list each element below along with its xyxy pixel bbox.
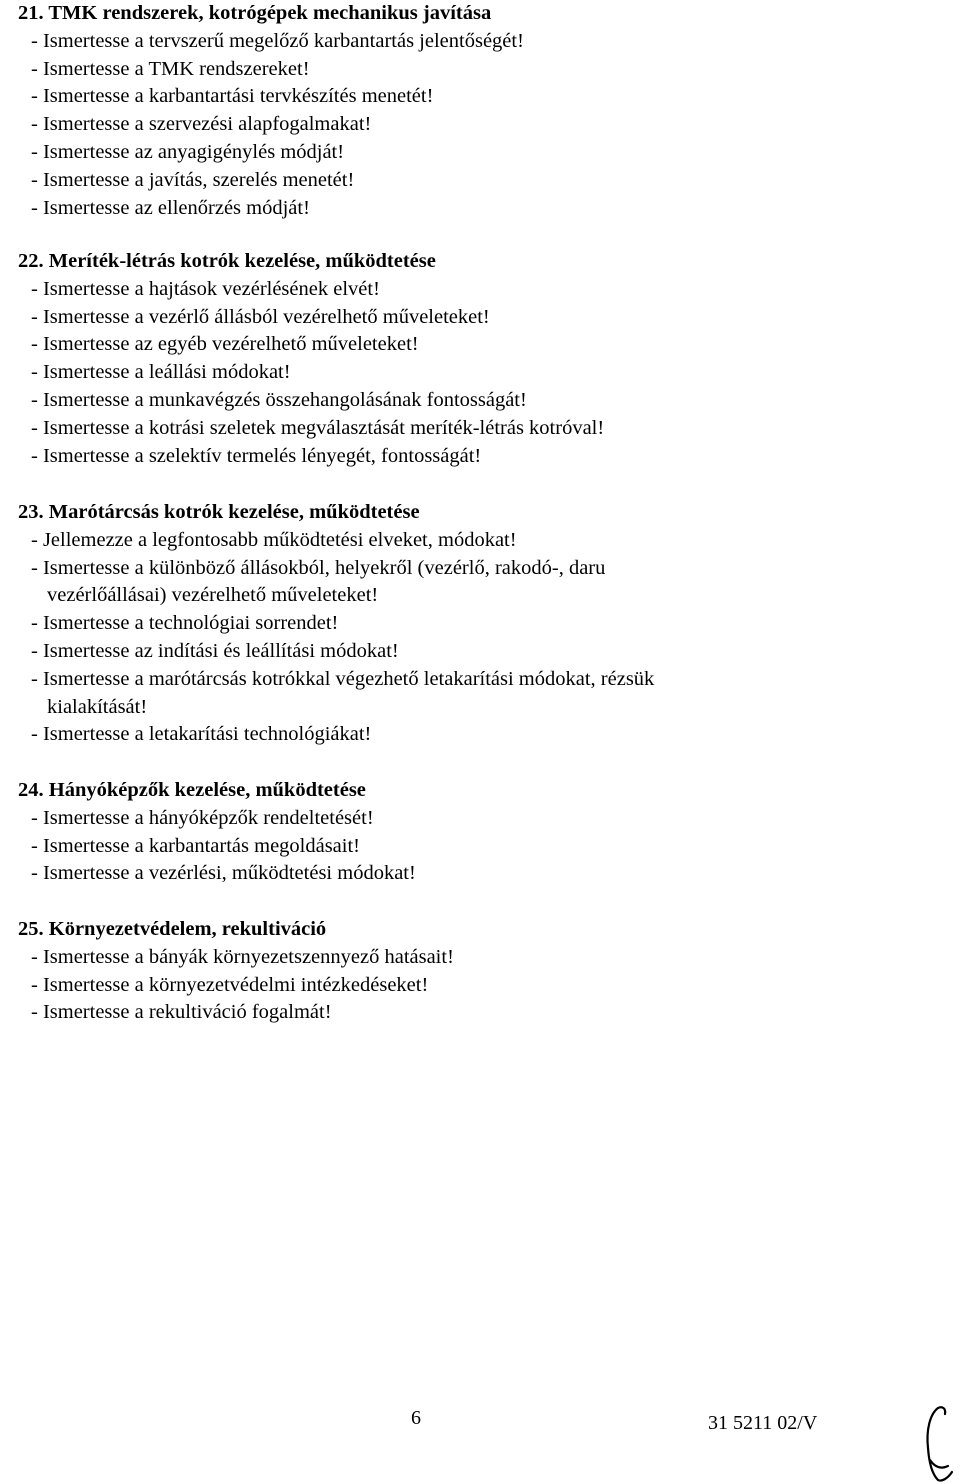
- list-item: - Ismertesse a vezérlési, működtetési módokat!: [31, 862, 416, 885]
- list-item: - Ismertesse a marótárcsás kotrókkal végezhető letakarítási módokat, rézsük: [31, 667, 655, 690]
- section-24: [18, 777, 948, 888]
- list-item: - Ismertesse a kotrási szeletek megválasztását meríték-létrás kotróval!: [31, 416, 605, 439]
- list-item: - Ismertesse a tervszerű megelőző karbantartás jelentőségét!: [31, 29, 524, 52]
- page-number: 6: [411, 1407, 421, 1429]
- list-item: - Ismertesse a szervezési alapfogalmakat!: [31, 113, 372, 136]
- list-item: - Ismertesse a munkavégzés összehangolásának fontosságát!: [31, 388, 527, 411]
- signature-icon: [918, 1400, 958, 1484]
- section-heading: 22. Meríték-létrás kotrók kezelése, működtetése: [18, 250, 436, 272]
- section-22: [18, 248, 948, 470]
- list-item: - Ismertesse a technológiai sorrendet!: [31, 612, 339, 635]
- section-heading: 21. TMK rendszerek, kotrógépek mechanikus javítása: [18, 2, 492, 24]
- list-item: - Ismertesse a leállási módokat!: [31, 361, 291, 384]
- list-item: - Jellemezze a legfontosabb működtetési elveket, módokat!: [31, 528, 517, 551]
- list-item: - Ismertesse az egyéb vezérelhető műveleteket!: [31, 333, 419, 356]
- list-item: - Ismertesse a vezérlő állásból vezérelhető műveleteket!: [31, 305, 490, 328]
- section-heading: 24. Hányóképzők kezelése, működtetése: [18, 779, 366, 801]
- section-heading: 23. Marótárcsás kotrók kezelése, működtetése: [18, 501, 420, 523]
- list-item: - Ismertesse a letakarítási technológiákat!: [31, 723, 372, 746]
- list-item: - Ismertesse az ellenőrzés módját!: [31, 196, 310, 219]
- section-23: [18, 499, 948, 749]
- section-21: [18, 0, 948, 222]
- list-item: - Ismertesse a környezetvédelmi intézkedéseket!: [31, 973, 429, 996]
- list-item: - Ismertesse a hányóképzők rendeltetését!: [31, 806, 374, 829]
- list-item-continuation: vezérlőállásai) vezérelhető műveleteket!: [47, 584, 379, 607]
- list-item: - Ismertesse a javítás, szerelés menetét!: [31, 168, 355, 191]
- list-item: - Ismertesse a TMK rendszereket!: [31, 57, 310, 80]
- list-item: - Ismertesse a bányák környezetszennyező hatásait!: [31, 945, 454, 968]
- section-25: [18, 916, 948, 1027]
- list-item-continuation: kialakítását!: [47, 695, 148, 718]
- section-heading: 25. Környezetvédelem, rekultiváció: [18, 918, 327, 940]
- list-item: - Ismertesse a hajtások vezérlésének elvét!: [31, 277, 380, 300]
- list-item: - Ismertesse a karbantartási tervkészítés menetét!: [31, 85, 434, 108]
- list-item: - Ismertesse a különböző állásokból, helyekről (vezérlő, rakodó-, daru: [31, 556, 606, 579]
- list-item: - Ismertesse a rekultiváció fogalmát!: [31, 1001, 332, 1024]
- document-code: 31 5211 02/V: [708, 1412, 818, 1434]
- list-item: - Ismertesse a szelektív termelés lényegét, fontosságát!: [31, 444, 482, 467]
- list-item: - Ismertesse az anyagigénylés módját!: [31, 140, 345, 163]
- list-item: - Ismertesse a karbantartás megoldásait!: [31, 834, 361, 857]
- list-item: - Ismertesse az indítási és leállítási módokat!: [31, 639, 399, 662]
